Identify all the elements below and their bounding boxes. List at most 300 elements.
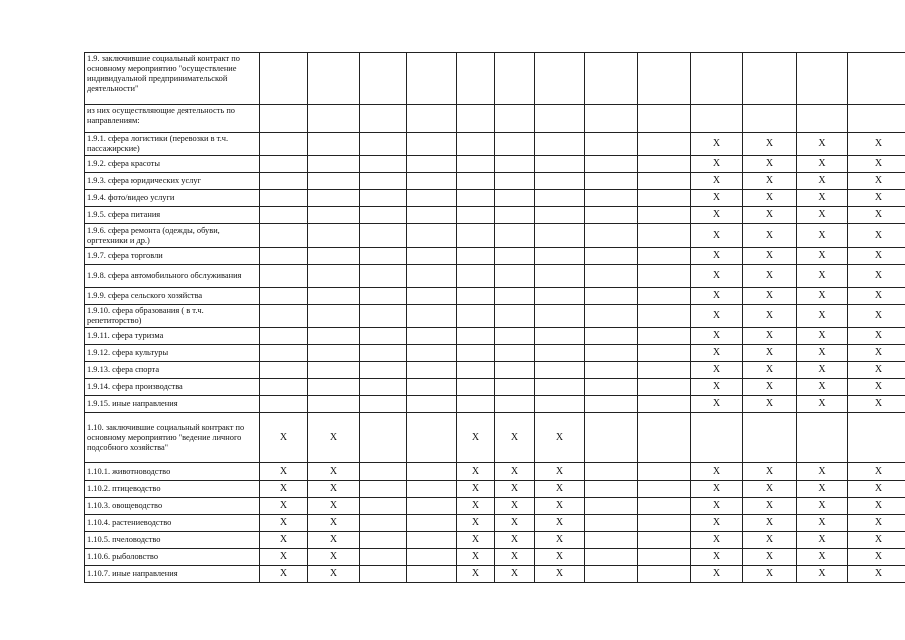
x-mark-cell: X <box>691 328 743 345</box>
empty-cell <box>360 133 407 156</box>
table-row <box>85 105 905 133</box>
empty-cell <box>407 515 457 532</box>
x-mark-cell: X <box>848 362 905 379</box>
x-mark-cell: X <box>308 413 360 463</box>
x-mark-cell: X <box>308 532 360 549</box>
x-mark-cell: X <box>848 207 905 224</box>
empty-cell <box>585 53 638 105</box>
empty-cell <box>585 288 638 305</box>
x-mark-cell: X <box>797 396 848 413</box>
empty-cell <box>407 362 457 379</box>
table-row <box>85 156 905 173</box>
empty-cell <box>638 498 691 515</box>
x-mark-cell: X <box>797 248 848 265</box>
empty-cell <box>585 362 638 379</box>
x-mark-cell: X <box>495 515 535 532</box>
empty-cell <box>585 173 638 190</box>
x-mark-cell: X <box>260 498 308 515</box>
empty-cell <box>308 248 360 265</box>
empty-cell <box>260 345 308 362</box>
empty-cell <box>407 105 457 133</box>
empty-cell <box>585 481 638 498</box>
empty-cell <box>407 379 457 396</box>
empty-cell <box>585 498 638 515</box>
row-label: 1.9.9. сфера сельского хозяйства <box>85 288 260 305</box>
x-mark-cell: X <box>848 481 905 498</box>
x-mark-cell: X <box>308 498 360 515</box>
empty-cell <box>585 463 638 481</box>
empty-cell <box>360 481 407 498</box>
table-row <box>85 288 905 305</box>
empty-cell <box>407 207 457 224</box>
empty-cell <box>457 190 495 207</box>
row-label: 1.9.10. сфера образования ( в т.ч. репетиторство) <box>85 305 260 328</box>
empty-cell <box>308 288 360 305</box>
empty-cell <box>638 379 691 396</box>
empty-cell <box>691 53 743 105</box>
empty-cell <box>457 224 495 248</box>
empty-cell <box>407 532 457 549</box>
x-mark-cell: X <box>743 133 797 156</box>
table-row <box>85 463 905 481</box>
empty-cell <box>260 53 308 105</box>
table-row <box>85 328 905 345</box>
x-mark-cell: X <box>691 265 743 288</box>
empty-cell <box>360 549 407 566</box>
empty-cell <box>535 396 585 413</box>
empty-cell <box>535 305 585 328</box>
empty-cell <box>407 288 457 305</box>
empty-cell <box>457 173 495 190</box>
empty-cell <box>308 345 360 362</box>
x-mark-cell: X <box>743 173 797 190</box>
x-mark-cell: X <box>848 190 905 207</box>
x-mark-cell: X <box>848 463 905 481</box>
row-label: 1.9. заключившие социальный контракт по основному мероприятию "осуществление индивидуальной предпринимательской деятельности" <box>85 53 260 105</box>
empty-cell <box>260 248 308 265</box>
x-mark-cell: X <box>743 190 797 207</box>
x-mark-cell: X <box>743 515 797 532</box>
empty-cell <box>308 53 360 105</box>
x-mark-cell: X <box>691 379 743 396</box>
empty-cell <box>360 515 407 532</box>
empty-cell <box>691 105 743 133</box>
empty-cell <box>535 265 585 288</box>
x-mark-cell: X <box>495 481 535 498</box>
empty-cell <box>638 396 691 413</box>
x-mark-cell: X <box>535 413 585 463</box>
empty-cell <box>360 190 407 207</box>
x-mark-cell: X <box>797 362 848 379</box>
empty-cell <box>407 224 457 248</box>
table-row <box>85 413 905 463</box>
empty-cell <box>308 328 360 345</box>
empty-cell <box>308 173 360 190</box>
empty-cell <box>585 133 638 156</box>
row-label: 1.9.3. сфера юридических услуг <box>85 173 260 190</box>
empty-cell <box>457 207 495 224</box>
x-mark-cell: X <box>797 288 848 305</box>
empty-cell <box>535 53 585 105</box>
empty-cell <box>535 133 585 156</box>
x-mark-cell: X <box>691 156 743 173</box>
table-row <box>85 498 905 515</box>
empty-cell <box>308 207 360 224</box>
empty-cell <box>495 156 535 173</box>
x-mark-cell: X <box>691 288 743 305</box>
empty-cell <box>407 265 457 288</box>
empty-cell <box>535 207 585 224</box>
row-label: 1.9.12. сфера культуры <box>85 345 260 362</box>
x-mark-cell: X <box>848 532 905 549</box>
empty-cell <box>407 413 457 463</box>
table-body <box>85 53 905 583</box>
empty-cell <box>360 328 407 345</box>
table-row <box>85 265 905 288</box>
x-mark-cell: X <box>848 396 905 413</box>
empty-cell <box>457 156 495 173</box>
x-mark-cell: X <box>743 362 797 379</box>
empty-cell <box>638 463 691 481</box>
x-mark-cell: X <box>308 549 360 566</box>
x-mark-cell: X <box>743 463 797 481</box>
empty-cell <box>638 481 691 498</box>
row-label: 1.10. заключившие социальный контракт по основному мероприятию "ведение личного подсобного хозяйства" <box>85 413 260 463</box>
x-mark-cell: X <box>848 224 905 248</box>
x-mark-cell: X <box>848 549 905 566</box>
table-row <box>85 133 905 156</box>
x-mark-cell: X <box>743 498 797 515</box>
x-mark-cell: X <box>308 463 360 481</box>
empty-cell <box>848 53 905 105</box>
empty-cell <box>495 105 535 133</box>
row-label: 1.9.8. сфера автомобильного обслуживания <box>85 265 260 288</box>
x-mark-cell: X <box>848 288 905 305</box>
empty-cell <box>638 105 691 133</box>
x-mark-cell: X <box>495 549 535 566</box>
x-mark-cell: X <box>743 156 797 173</box>
x-mark-cell: X <box>535 532 585 549</box>
empty-cell <box>360 224 407 248</box>
x-mark-cell: X <box>308 566 360 583</box>
empty-cell <box>797 413 848 463</box>
empty-cell <box>260 105 308 133</box>
empty-cell <box>260 133 308 156</box>
empty-cell <box>585 265 638 288</box>
x-mark-cell: X <box>691 173 743 190</box>
empty-cell <box>638 362 691 379</box>
empty-cell <box>360 156 407 173</box>
empty-cell <box>495 265 535 288</box>
empty-cell <box>638 248 691 265</box>
empty-cell <box>585 345 638 362</box>
x-mark-cell: X <box>797 133 848 156</box>
x-mark-cell: X <box>691 345 743 362</box>
table-row <box>85 396 905 413</box>
empty-cell <box>407 463 457 481</box>
x-mark-cell: X <box>848 566 905 583</box>
empty-cell <box>585 305 638 328</box>
empty-cell <box>260 224 308 248</box>
x-mark-cell: X <box>495 413 535 463</box>
x-mark-cell: X <box>535 481 585 498</box>
x-mark-cell: X <box>797 305 848 328</box>
empty-cell <box>638 515 691 532</box>
empty-cell <box>535 328 585 345</box>
empty-cell <box>585 224 638 248</box>
indicator-table <box>84 52 905 583</box>
row-label: 1.10.7. иные направления <box>85 566 260 583</box>
x-mark-cell: X <box>848 265 905 288</box>
empty-cell <box>743 53 797 105</box>
empty-cell <box>407 481 457 498</box>
empty-cell <box>535 379 585 396</box>
empty-cell <box>638 133 691 156</box>
table-row <box>85 173 905 190</box>
x-mark-cell: X <box>691 133 743 156</box>
x-mark-cell: X <box>743 248 797 265</box>
x-mark-cell: X <box>691 224 743 248</box>
empty-cell <box>308 156 360 173</box>
empty-cell <box>585 207 638 224</box>
empty-cell <box>638 288 691 305</box>
empty-cell <box>360 265 407 288</box>
empty-cell <box>535 248 585 265</box>
row-label: 1.10.2. птицеводство <box>85 481 260 498</box>
empty-cell <box>495 190 535 207</box>
table-row <box>85 207 905 224</box>
empty-cell <box>457 265 495 288</box>
empty-cell <box>585 156 638 173</box>
empty-cell <box>308 396 360 413</box>
x-mark-cell: X <box>797 190 848 207</box>
x-mark-cell: X <box>797 549 848 566</box>
x-mark-cell: X <box>743 566 797 583</box>
table-row <box>85 515 905 532</box>
row-label: 1.9.13. сфера спорта <box>85 362 260 379</box>
empty-cell <box>260 265 308 288</box>
x-mark-cell: X <box>797 463 848 481</box>
row-label: 1.9.1. сфера логистики (перевозки в т.ч. пассажирские) <box>85 133 260 156</box>
empty-cell <box>585 396 638 413</box>
x-mark-cell: X <box>848 248 905 265</box>
empty-cell <box>535 288 585 305</box>
empty-cell <box>360 396 407 413</box>
x-mark-cell: X <box>797 481 848 498</box>
empty-cell <box>260 288 308 305</box>
x-mark-cell: X <box>743 481 797 498</box>
row-label: 1.9.6. сфера ремонта (одежды, обуви, оргтехники и др.) <box>85 224 260 248</box>
empty-cell <box>260 379 308 396</box>
table-row <box>85 362 905 379</box>
empty-cell <box>638 224 691 248</box>
x-mark-cell: X <box>848 345 905 362</box>
x-mark-cell: X <box>260 549 308 566</box>
x-mark-cell: X <box>743 305 797 328</box>
empty-cell <box>407 173 457 190</box>
empty-cell <box>308 305 360 328</box>
x-mark-cell: X <box>848 305 905 328</box>
x-mark-cell: X <box>797 156 848 173</box>
table-row <box>85 190 905 207</box>
empty-cell <box>495 288 535 305</box>
empty-cell <box>457 305 495 328</box>
empty-cell <box>638 190 691 207</box>
empty-cell <box>360 362 407 379</box>
empty-cell <box>495 328 535 345</box>
empty-cell <box>585 515 638 532</box>
x-mark-cell: X <box>535 498 585 515</box>
x-mark-cell: X <box>797 379 848 396</box>
empty-cell <box>495 53 535 105</box>
empty-cell <box>797 53 848 105</box>
empty-cell <box>457 105 495 133</box>
empty-cell <box>360 463 407 481</box>
empty-cell <box>360 498 407 515</box>
x-mark-cell: X <box>691 248 743 265</box>
table-row <box>85 345 905 362</box>
x-mark-cell: X <box>797 328 848 345</box>
x-mark-cell: X <box>457 481 495 498</box>
x-mark-cell: X <box>797 498 848 515</box>
row-label: 1.9.14. сфера производства <box>85 379 260 396</box>
x-mark-cell: X <box>848 328 905 345</box>
empty-cell <box>638 532 691 549</box>
empty-cell <box>308 265 360 288</box>
x-mark-cell: X <box>495 463 535 481</box>
x-mark-cell: X <box>691 515 743 532</box>
empty-cell <box>407 345 457 362</box>
x-mark-cell: X <box>797 173 848 190</box>
x-mark-cell: X <box>260 481 308 498</box>
empty-cell <box>360 413 407 463</box>
empty-cell <box>585 190 638 207</box>
row-label: 1.9.7. сфера торговли <box>85 248 260 265</box>
empty-cell <box>535 156 585 173</box>
empty-cell <box>495 379 535 396</box>
empty-cell <box>360 345 407 362</box>
row-label: 1.9.5. сфера питания <box>85 207 260 224</box>
x-mark-cell: X <box>495 498 535 515</box>
empty-cell <box>457 362 495 379</box>
empty-cell <box>797 105 848 133</box>
empty-cell <box>407 566 457 583</box>
x-mark-cell: X <box>797 532 848 549</box>
empty-cell <box>495 396 535 413</box>
x-mark-cell: X <box>691 498 743 515</box>
x-mark-cell: X <box>797 566 848 583</box>
empty-cell <box>638 549 691 566</box>
x-mark-cell: X <box>743 207 797 224</box>
empty-cell <box>360 248 407 265</box>
table-row <box>85 566 905 583</box>
empty-cell <box>407 248 457 265</box>
row-label: из них осуществляющие деятельность по направлениям: <box>85 105 260 133</box>
x-mark-cell: X <box>260 566 308 583</box>
x-mark-cell: X <box>691 190 743 207</box>
empty-cell <box>638 265 691 288</box>
empty-cell <box>407 156 457 173</box>
row-label: 1.10.3. овощеводство <box>85 498 260 515</box>
empty-cell <box>691 413 743 463</box>
x-mark-cell: X <box>797 265 848 288</box>
table-row <box>85 224 905 248</box>
empty-cell <box>308 379 360 396</box>
empty-cell <box>457 53 495 105</box>
x-mark-cell: X <box>457 532 495 549</box>
empty-cell <box>495 345 535 362</box>
x-mark-cell: X <box>457 549 495 566</box>
empty-cell <box>308 105 360 133</box>
empty-cell <box>535 224 585 248</box>
empty-cell <box>535 105 585 133</box>
empty-cell <box>260 328 308 345</box>
table-row <box>85 305 905 328</box>
x-mark-cell: X <box>743 379 797 396</box>
empty-cell <box>457 248 495 265</box>
x-mark-cell: X <box>743 396 797 413</box>
empty-cell <box>638 173 691 190</box>
table-row <box>85 549 905 566</box>
x-mark-cell: X <box>691 549 743 566</box>
empty-cell <box>495 133 535 156</box>
empty-cell <box>585 549 638 566</box>
x-mark-cell: X <box>691 396 743 413</box>
empty-cell <box>260 190 308 207</box>
x-mark-cell: X <box>848 156 905 173</box>
empty-cell <box>495 248 535 265</box>
x-mark-cell: X <box>848 515 905 532</box>
x-mark-cell: X <box>260 463 308 481</box>
empty-cell <box>535 345 585 362</box>
empty-cell <box>308 133 360 156</box>
x-mark-cell: X <box>308 515 360 532</box>
empty-cell <box>638 53 691 105</box>
empty-cell <box>638 207 691 224</box>
empty-cell <box>585 566 638 583</box>
empty-cell <box>457 288 495 305</box>
empty-cell <box>407 133 457 156</box>
empty-cell <box>260 173 308 190</box>
empty-cell <box>495 305 535 328</box>
x-mark-cell: X <box>743 224 797 248</box>
empty-cell <box>407 190 457 207</box>
empty-cell <box>407 396 457 413</box>
empty-cell <box>585 105 638 133</box>
empty-cell <box>638 156 691 173</box>
table-row <box>85 248 905 265</box>
empty-cell <box>360 173 407 190</box>
row-label: 1.9.15. иные направления <box>85 396 260 413</box>
empty-cell <box>360 532 407 549</box>
empty-cell <box>407 53 457 105</box>
empty-cell <box>638 328 691 345</box>
table-row <box>85 379 905 396</box>
empty-cell <box>638 566 691 583</box>
empty-cell <box>848 413 905 463</box>
empty-cell <box>308 362 360 379</box>
row-label: 1.10.5. пчеловодство <box>85 532 260 549</box>
empty-cell <box>535 362 585 379</box>
table-row <box>85 53 905 105</box>
empty-cell <box>457 133 495 156</box>
x-mark-cell: X <box>743 549 797 566</box>
x-mark-cell: X <box>495 566 535 583</box>
row-label: 1.9.11. сфера туризма <box>85 328 260 345</box>
empty-cell <box>457 345 495 362</box>
empty-cell <box>260 156 308 173</box>
empty-cell <box>407 305 457 328</box>
